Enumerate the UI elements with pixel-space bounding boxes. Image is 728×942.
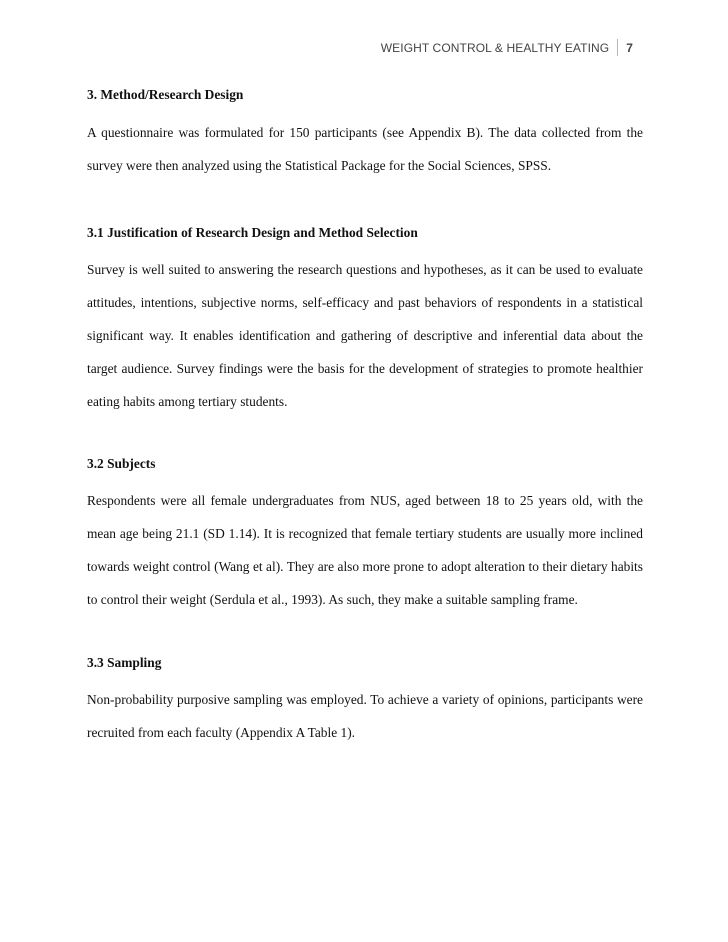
page-number: 7 [626,40,633,55]
section-heading: 3. Method/Research Design [87,87,244,102]
section-method-research-design [87,83,643,182]
section-sampling [87,651,643,749]
section-paragraph: Respondents were all female undergraduates from NUS, aged between 18 to 25 years old, with the mean age being 21.1 (SD 1.14). It is recognized that female tertiary students are usually more inclined towards weight control (Wang et al). They are also more prone to adopt alteration to their dietary habits to control their weight (Serdula et al., 1993). As such, they make a suitable sampling frame. [87,493,643,607]
section-paragraph: A questionnaire was formulated for 150 participants (see Appendix B). The data collected from the survey were then analyzed using the Statistical Package for the Social Sciences, SPSS. [87,125,643,173]
section-subjects [87,452,643,616]
document-body [87,83,643,749]
section-paragraph: Survey is well suited to answering the research questions and hypotheses, as it can be used to evaluate attitudes, intentions, subjective norms, self-efficacy and past behaviors of respondents in a statistical significant way. It enables identification and gathering of descriptive and inferential data about the target audience. Survey findings were the basis for the development of strategies to promote healthier eating habits among tertiary students. [87,262,643,409]
section-heading: 3.1 Justification of Research Design and Method Selection [87,225,418,240]
section-heading: 3.3 Sampling [87,655,162,670]
header-divider [617,39,618,56]
section-heading: 3.2 Subjects [87,456,156,471]
section-paragraph: Non-probability purposive sampling was employed. To achieve a variety of opinions, participants were recruited from each faculty (Appendix A Table 1). [87,692,643,740]
running-header [381,39,633,56]
running-title: WEIGHT CONTROL & HEALTHY EATING [380,40,610,55]
section-justification [87,221,643,418]
